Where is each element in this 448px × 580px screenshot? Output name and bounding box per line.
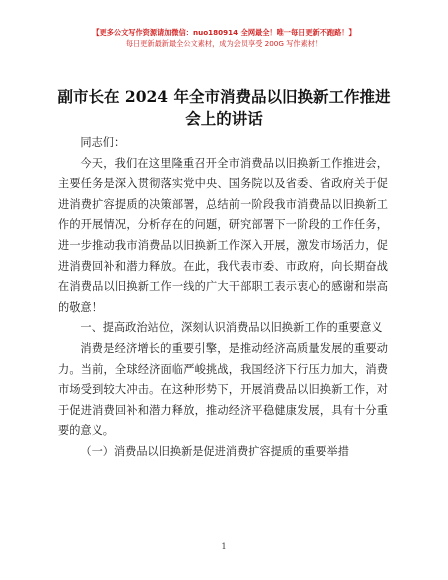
paragraph-consumption: 消费是经济增长的重要引擎，是推动经济高质量发展的重要动力。当前，全球经济面临严峻挑战，我国经济下行压力加大，消费市场受到较大冲击。在这种形势下，开展消费品以旧换新工作，对于促进消费回补和潜力释放，推动经济平稳健康发展，具有十分重要的意义。: [58, 341, 388, 438]
document-body: [58, 133, 388, 463]
promo-banner-line-2: 每日更新最新最全公文素材，成为会员享受 200G 写作素材！: [125, 39, 323, 48]
promo-banner: [0, 27, 448, 49]
section-heading-1: 一、提高政治站位，深刻认识消费品以旧换新工作的重要意义: [80, 321, 383, 335]
paragraph-intro: 今天，我们在这里隆重召开全市消费品以旧换新工作推进会，主要任务是深入贯彻落实党中央、国务院以及省委、省政府关于促进消费扩容提质的决策部署，总结前一阶段我市消费品以旧换新工作的开展情况，分析存在的问题，研究部署下一阶段的工作任务，进一步推动我市消费品以旧换新工作深入开展，激发市场活力，促进消费回补和潜力释放。在此，我代表市委、市政府，向长期奋战在消费品以旧换新工作一线的广大干部职工表示衷心的感谢和崇高的敬意！: [58, 156, 388, 314]
subsection-heading-1: （一）消费品以旧换新是促进消费扩容提质的重要举措: [80, 444, 349, 458]
document-title: 副市长在 2024 年全市消费品以旧换新工作推进会上的讲话: [57, 87, 391, 128]
promo-banner-line-1: 【更多公文写作资源请加微信：nuo180914 全网最全！唯一每日更新不跑路！】: [92, 28, 356, 37]
salutation: 同志们：: [80, 136, 126, 149]
page-number: 1: [221, 542, 227, 551]
